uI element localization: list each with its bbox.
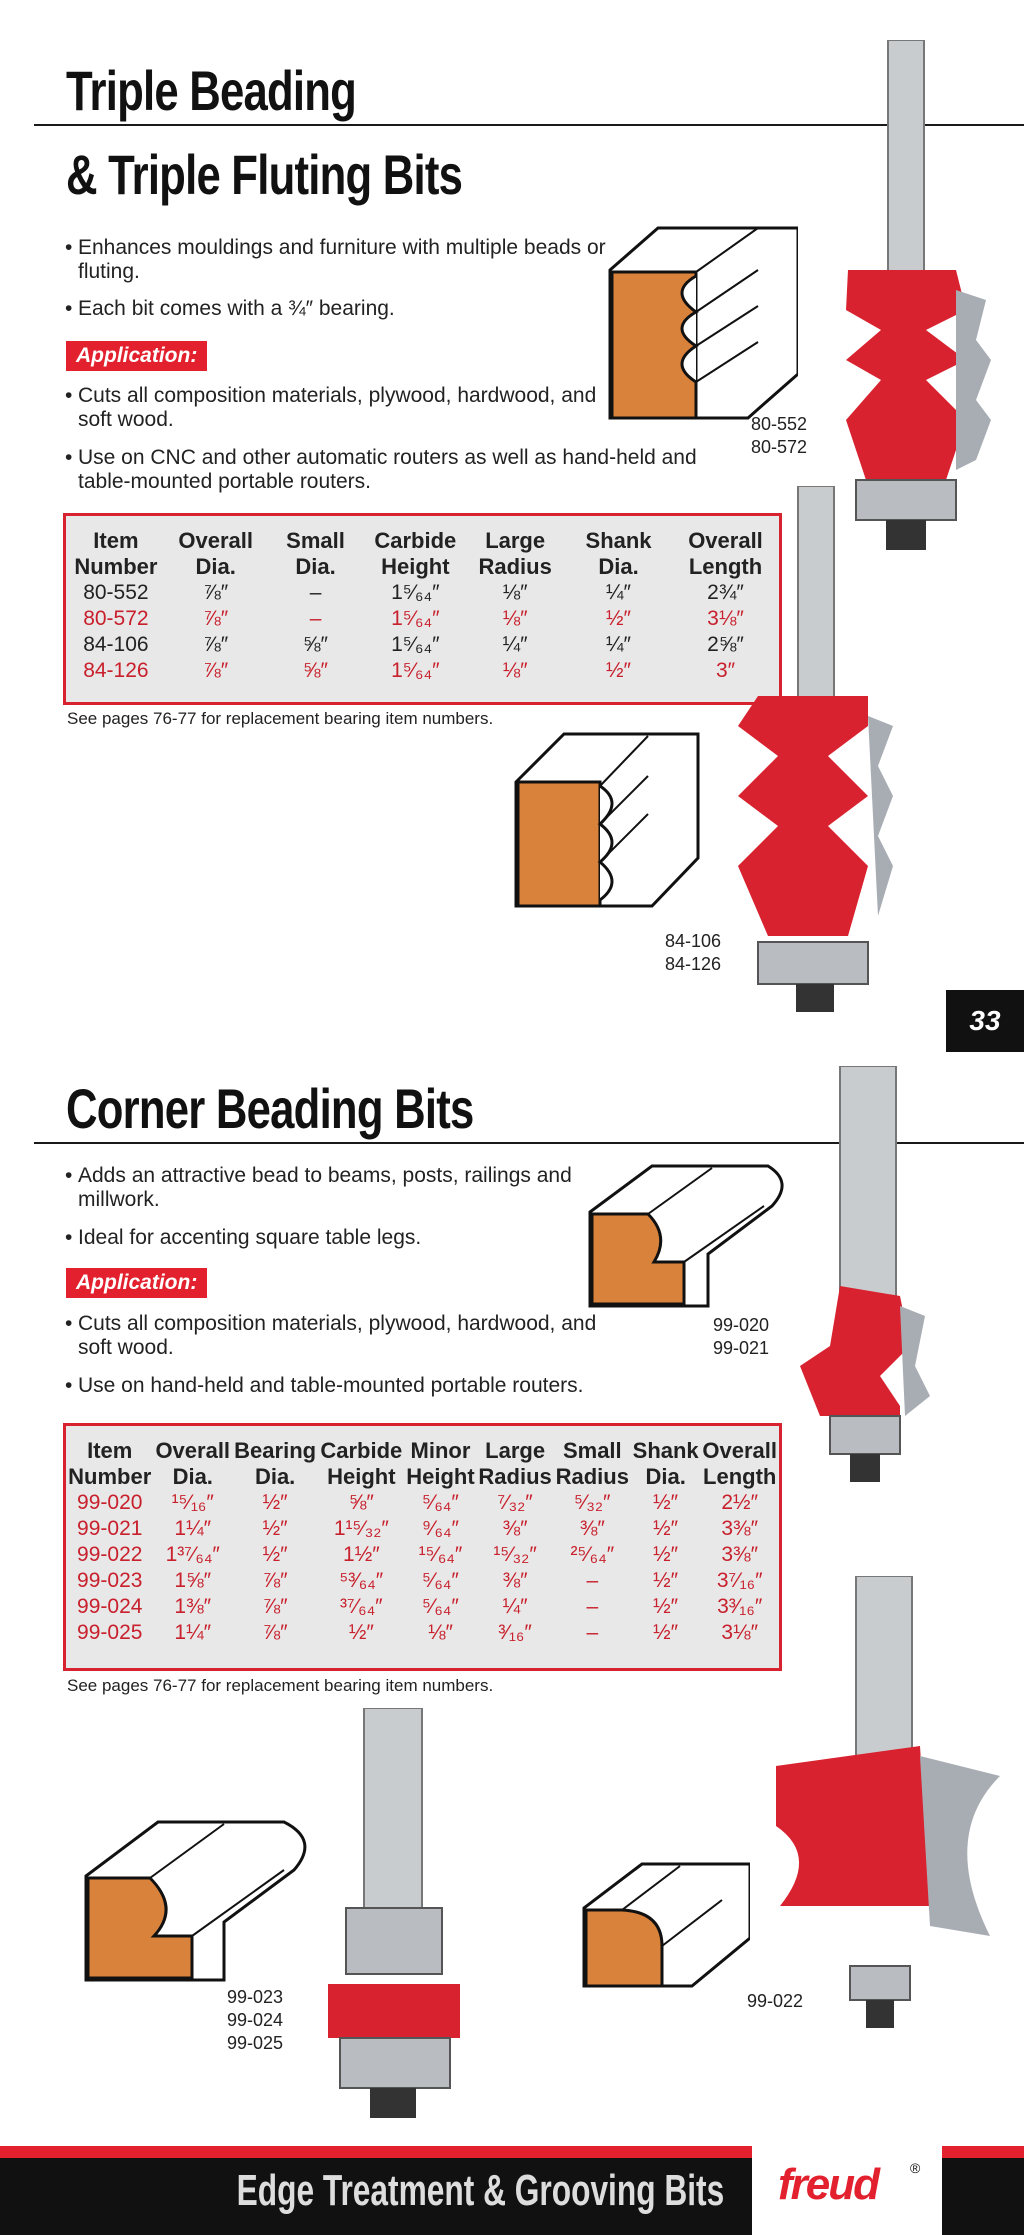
router-bit-99-022-image <box>770 1576 1010 2036</box>
table-cell: ³⁄₁₆″ <box>498 1621 532 1644</box>
section2-application-badge: Application: <box>66 1268 207 1298</box>
table-cell: ⅝″ <box>303 633 328 656</box>
col-header: Small Dia. <box>286 528 345 579</box>
col-header: Carbide Height <box>320 1438 403 1489</box>
table-cell: ¼″ <box>502 1595 528 1618</box>
table-cell: 99-020 <box>77 1491 143 1514</box>
table-cell: ¼″ <box>502 633 528 656</box>
table-cell: 84-106 <box>83 633 149 656</box>
col-header: Shank Dia. <box>632 1438 699 1489</box>
section2-label-a: 99-020 99-021 <box>713 1315 770 1358</box>
table-cell: ⁵³⁄₆₄″ <box>339 1569 384 1592</box>
table-cell: ⅛″ <box>502 581 528 604</box>
table-header-row <box>66 528 779 580</box>
table-cell: ¹⁵⁄₁₆″ <box>171 1491 214 1514</box>
col-header: Item Number <box>68 1438 152 1489</box>
section1-label-b: 84-106 84-126 <box>665 931 722 974</box>
table-cell: 1⁵⁄₆₄″ <box>391 633 440 656</box>
table-cell: ²⁵⁄₆₄″ <box>570 1543 615 1566</box>
table-row <box>66 632 779 658</box>
table-cell: ¼″ <box>606 581 631 604</box>
col-header: Minor Height <box>406 1438 475 1489</box>
table-cell: 1⅝″ <box>174 1569 212 1592</box>
table-cell: 2¾″ <box>707 581 744 604</box>
table-cell: 3″ <box>715 659 736 682</box>
table-cell: ½″ <box>348 1621 374 1644</box>
table-cell: 99-025 <box>77 1621 143 1644</box>
table-cell: ⅜″ <box>502 1517 528 1540</box>
table-cell: ⅞″ <box>262 1569 288 1592</box>
table-cell: 3⅛″ <box>721 1621 759 1644</box>
table-cell: 3⅜″ <box>721 1543 759 1566</box>
table-row <box>66 1620 779 1646</box>
table-cell: ½″ <box>262 1491 288 1514</box>
table-cell: ⅛″ <box>428 1621 453 1644</box>
table-cell: ⁹⁄₆₄″ <box>421 1517 459 1540</box>
table-cell: ½″ <box>653 1517 679 1540</box>
table-cell: 1¼″ <box>174 1621 212 1644</box>
table-cell: ½″ <box>653 1621 679 1644</box>
table-row <box>66 580 779 606</box>
table-cell: 80-552 <box>83 581 149 604</box>
table-cell: ½″ <box>653 1569 679 1592</box>
corner-bead-small-profile-illustration <box>84 1818 320 1982</box>
table-cell: ⅞″ <box>203 633 229 656</box>
col-header: Large Radius <box>478 1438 552 1489</box>
table-cell: – <box>586 1621 599 1644</box>
table-cell: 2½″ <box>721 1491 759 1514</box>
table-cell: 2⅝″ <box>707 633 744 656</box>
table-cell: ⅞″ <box>203 581 229 604</box>
table-cell: 1⁵⁄₆₄″ <box>391 581 440 604</box>
table-cell: 1³⁷⁄₆₄″ <box>165 1543 220 1566</box>
section2-bearing-note: See pages 76-77 for replacement bearing item numbers. <box>67 1676 494 1695</box>
table-row <box>66 1594 779 1620</box>
section1-spec-table <box>63 513 782 705</box>
table-cell: ⅛″ <box>502 607 528 630</box>
table-row <box>66 658 779 684</box>
table-cell: ½″ <box>653 1595 679 1618</box>
router-bit-99-020-image <box>790 1066 970 1490</box>
freud-logo <box>752 2142 942 2235</box>
section1-application-1: • Cuts all composition materials, plywood, hardwood, and soft wood. <box>65 384 597 431</box>
col-header: Large Radius <box>478 528 552 579</box>
table-cell: – <box>309 607 322 630</box>
col-header: Carbide Height <box>374 528 457 579</box>
table-cell: 99-023 <box>77 1569 143 1592</box>
table-cell: ⅞″ <box>203 659 229 682</box>
section1-label-a: 80-552 80-572 <box>751 414 808 457</box>
table-row <box>66 1542 779 1568</box>
section2-title: Corner Beading Bits <box>66 1077 474 1140</box>
table-cell: 3⁷⁄₁₆″ <box>716 1569 763 1592</box>
table-cell: 1⅜″ <box>174 1595 212 1618</box>
table-row <box>66 1490 779 1516</box>
table-cell: 3⅜″ <box>721 1517 759 1540</box>
section2-application-2: • Use on hand-held and table-mounted portable routers. <box>65 1374 584 1397</box>
table-cell: ⅛″ <box>502 659 528 682</box>
table-cell: 3⅛″ <box>707 607 744 630</box>
table-cell: 99-021 <box>77 1517 143 1540</box>
table-cell: ¹⁵⁄₃₂″ <box>493 1543 537 1566</box>
col-header: Overall Length <box>688 528 763 579</box>
table-cell: ¼″ <box>606 633 631 656</box>
section1-title-line2: & Triple Fluting Bits <box>66 143 463 206</box>
table-cell: 1½″ <box>343 1543 380 1566</box>
table-row <box>66 1516 779 1542</box>
section1-bearing-note: See pages 76-77 for replacement bearing item numbers. <box>67 709 494 728</box>
section2-feature-2: • Ideal for accenting square table legs. <box>65 1226 422 1249</box>
table-cell: ⁵⁄₆₄″ <box>422 1491 459 1514</box>
table-cell: ⁷⁄₃₂″ <box>497 1491 533 1514</box>
router-bit-99-023-image <box>320 1708 470 2128</box>
section2-feature-1: • Adds an attractive bead to beams, posts, railings and millwork. <box>65 1164 572 1211</box>
section2-application-1: • Cuts all composition materials, plywood, hardwood, and soft wood. <box>65 1312 597 1359</box>
section1-feature-1: • Enhances mouldings and furniture with multiple beads or fluting. <box>65 236 606 283</box>
table-cell: ⅞″ <box>262 1621 288 1644</box>
table-cell: 1¼″ <box>174 1517 212 1540</box>
col-header: Small Radius <box>555 1438 629 1489</box>
table-cell: 99-024 <box>77 1595 143 1618</box>
table-cell: ⅝″ <box>348 1491 374 1514</box>
table-cell: – <box>586 1569 599 1592</box>
table-header-row <box>66 1438 779 1490</box>
table-cell: ⅞″ <box>203 607 229 630</box>
router-bit-84-106-image <box>728 486 898 1016</box>
triple-fluting-profile-illustration <box>514 732 704 908</box>
footer-section-title: Edge Treatment & Grooving Bits <box>236 2166 724 2215</box>
col-header: Bearing Dia. <box>234 1438 317 1489</box>
table-cell: 3³⁄₁₆″ <box>717 1595 763 1618</box>
table-row <box>66 1568 779 1594</box>
corner-cove-profile-illustration <box>582 1860 750 1990</box>
section2-label-c: 99-022 <box>747 1991 804 2011</box>
table-cell: ½″ <box>262 1543 288 1566</box>
table-cell: – <box>309 581 322 604</box>
router-bit-80-552-image <box>826 40 996 560</box>
table-cell: ½″ <box>653 1543 679 1566</box>
col-header: Shank Dia. <box>585 528 652 579</box>
section1-feature-2: • Each bit comes with a ¾″ bearing. <box>65 297 395 320</box>
table-cell: 1⁵⁄₆₄″ <box>391 659 440 682</box>
col-header: Item Number <box>74 528 158 579</box>
page-number-tab: 33 <box>946 990 1024 1052</box>
table-cell: 1⁵⁄₆₄″ <box>391 607 440 630</box>
table-cell: ¹⁵⁄₆₄″ <box>418 1543 463 1566</box>
section1-title-line1: Triple Beading <box>66 59 357 122</box>
table-cell: 84-126 <box>83 659 149 682</box>
table-cell: ½″ <box>653 1491 679 1514</box>
registered-mark: ® <box>910 2160 921 2176</box>
section2-label-b: 99-023 99-024 99-025 <box>227 1987 284 2053</box>
col-header: Overall Length <box>702 1438 777 1489</box>
table-cell: 1¹⁵⁄₃₂″ <box>333 1517 389 1540</box>
table-cell: ½″ <box>606 607 631 630</box>
col-header: Overall Dia. <box>178 528 254 579</box>
section1-application-badge: Application: <box>66 341 207 371</box>
section2-spec-table <box>63 1423 782 1671</box>
corner-beading-profile-illustration <box>588 1162 794 1308</box>
triple-beading-profile-illustration <box>608 214 798 436</box>
table-cell: ⁵⁄₆₄″ <box>422 1595 459 1618</box>
table-cell: 80-572 <box>83 607 149 630</box>
table-cell: ⅜″ <box>579 1517 605 1540</box>
table-cell: ⅝″ <box>303 659 328 682</box>
table-cell: ½″ <box>262 1517 288 1540</box>
table-cell: ⅞″ <box>262 1595 288 1618</box>
table-cell: – <box>586 1595 599 1618</box>
col-header: Overall Dia. <box>155 1438 231 1489</box>
freud-logo-text: freud <box>778 2160 878 2209</box>
table-cell: ⁵⁄₃₂″ <box>574 1491 611 1514</box>
table-cell: ⁵⁄₆₄″ <box>422 1569 459 1592</box>
table-cell: ½″ <box>606 659 631 682</box>
table-cell: 99-022 <box>77 1543 143 1566</box>
section1-application-2: • Use on CNC and other automatic routers as well as hand-held and table-mounted portable routers. <box>65 446 697 493</box>
table-cell: ³⁷⁄₆₄″ <box>340 1595 383 1618</box>
table-cell: ⅜″ <box>502 1569 528 1592</box>
table-row <box>66 606 779 632</box>
